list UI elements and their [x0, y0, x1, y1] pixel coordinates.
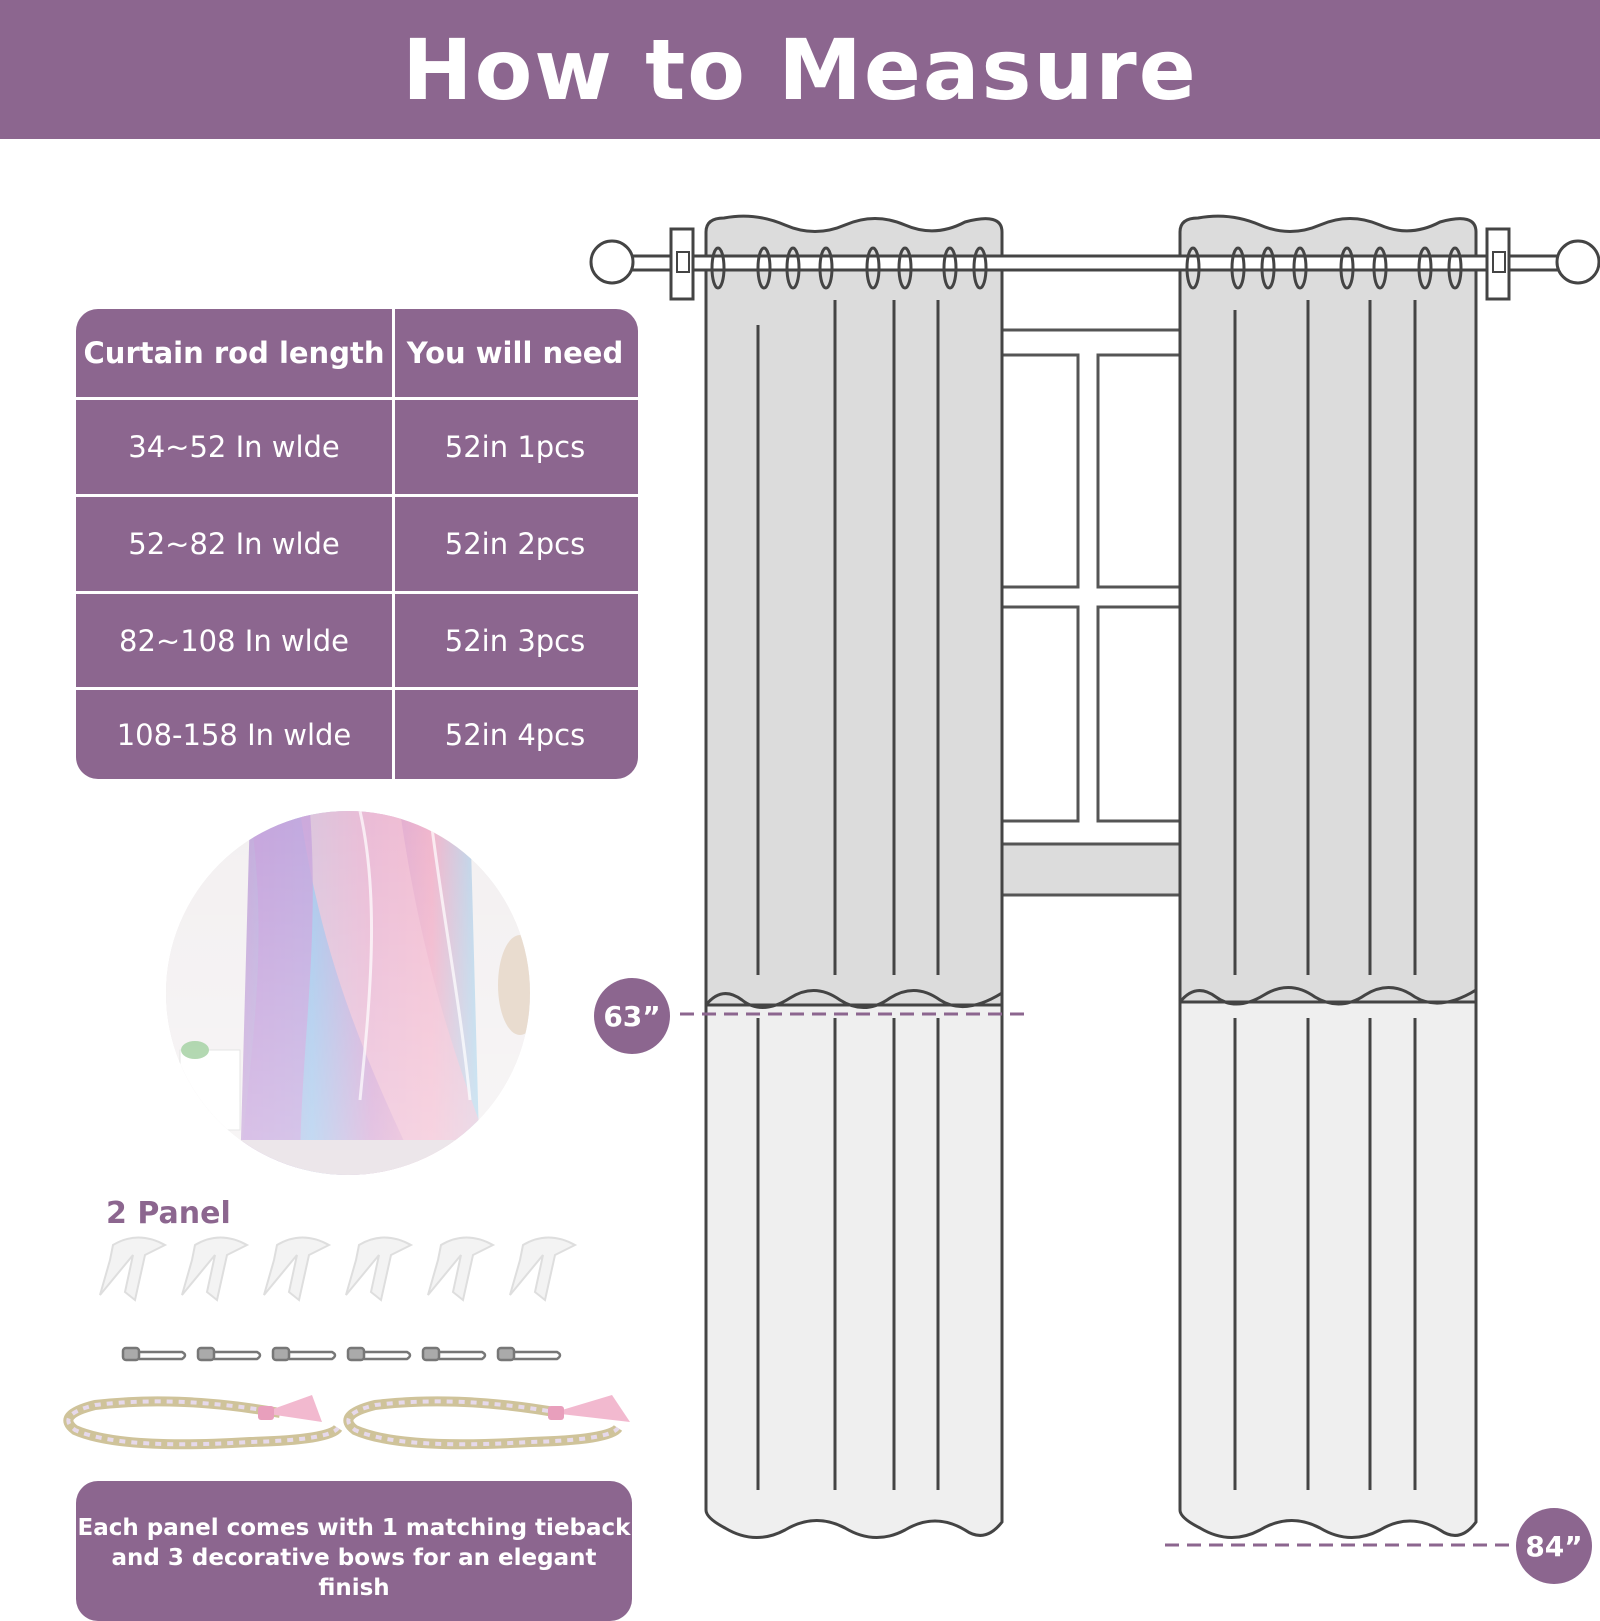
tieback-icon [348, 1395, 630, 1444]
table-cell-quantity: 52in 2pcs [444, 527, 586, 561]
bow-icon [510, 1238, 575, 1301]
safety-pins [123, 1348, 560, 1360]
measure-badge-63-label: 63” [603, 999, 661, 1033]
safety-pin-icon [423, 1348, 485, 1360]
measure-badge-84-label: 84” [1525, 1529, 1583, 1563]
caption-line-1: Each panel comes with 1 matching tieback [77, 1515, 631, 1541]
table-cell-quantity: 52in 1pcs [444, 430, 586, 464]
decorative-bows [100, 1238, 575, 1301]
bow-icon [428, 1238, 493, 1301]
page-title: How to Measure [402, 20, 1198, 119]
table-header-rod-length: Curtain rod length [83, 336, 385, 370]
safety-pin-icon [273, 1348, 335, 1360]
table-cell-rod-length: 52~82 In wlde [128, 527, 340, 561]
rope-tiebacks [68, 1395, 630, 1444]
measure-badge-84 [1516, 1508, 1592, 1584]
table-header-you-need: You will need [406, 336, 624, 370]
caption-box [76, 1481, 632, 1621]
table-cell-rod-length: 108-158 In wlde [116, 717, 352, 752]
bow-icon [182, 1238, 247, 1301]
bow-icon [264, 1238, 329, 1301]
safety-pin-icon [498, 1348, 560, 1360]
product-photo [166, 811, 542, 1175]
safety-pin-icon [348, 1348, 410, 1360]
measure-badge-63 [594, 978, 670, 1054]
panel-count-label: 2 Panel [106, 1196, 231, 1231]
bow-icon [346, 1238, 411, 1301]
table-cell-quantity: 52in 4pcs [444, 717, 586, 752]
table-cell-rod-length: 34~52 In wlde [128, 430, 340, 464]
right-curtain-panel [1180, 216, 1476, 1537]
left-curtain-panel [706, 216, 1002, 1537]
safety-pin-icon [123, 1348, 185, 1360]
caption-line-2: and 3 decorative bows for an elegant finish [111, 1545, 597, 1601]
bow-icon [100, 1238, 165, 1301]
safety-pin-icon [198, 1348, 260, 1360]
window-frame [990, 330, 1180, 895]
table-cell-quantity: 52in 3pcs [444, 623, 586, 658]
table-cell-rod-length: 82~108 In wlde [119, 623, 349, 658]
tieback-icon [68, 1395, 338, 1444]
